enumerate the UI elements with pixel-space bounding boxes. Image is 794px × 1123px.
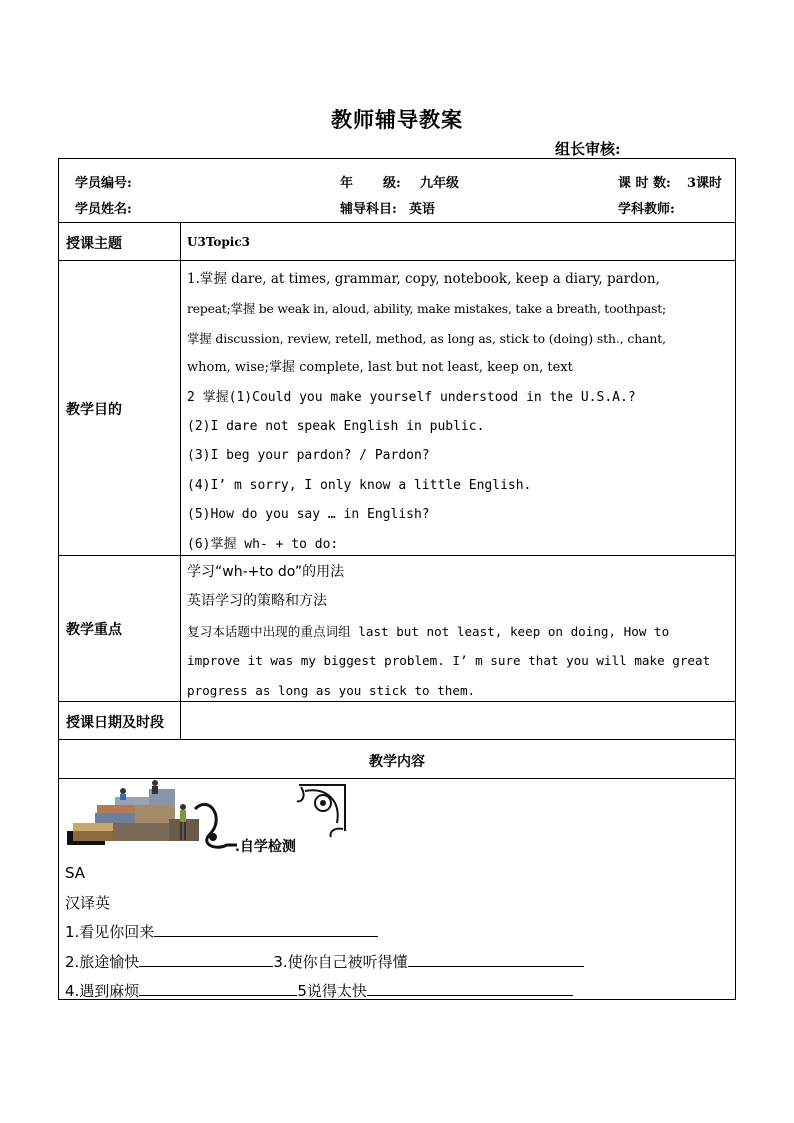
goals-line: (4)I’ m sorry, I only know a little English. bbox=[187, 477, 532, 493]
exercise-prompt: 4.遇到麻烦 bbox=[65, 982, 140, 1000]
subject-value: 英语 bbox=[409, 202, 436, 217]
goals-line: (6)掌握 wh- + to do: bbox=[187, 536, 339, 552]
goals-line: repeat;掌握 be weak in, aloud, ability, make mistakes, take a breath, toothpast; bbox=[187, 301, 666, 317]
goals-line: (2)I dare not speak English in public. bbox=[187, 418, 485, 434]
corner-ornament-icon bbox=[297, 785, 345, 837]
subject-label: 辅导科目: bbox=[340, 202, 397, 217]
book-stack-icon bbox=[71, 789, 199, 841]
exercise-list bbox=[65, 859, 584, 1007]
answer-blank[interactable] bbox=[139, 951, 273, 967]
exercise-item bbox=[65, 977, 584, 1007]
grade-label: 年 bbox=[340, 176, 354, 191]
grade-label-2: 级: bbox=[383, 176, 401, 191]
list-item: SA bbox=[65, 864, 86, 882]
focus-line: improve it was my biggest problem. I’ m sure that you will make great bbox=[187, 653, 711, 669]
focus-line: 英语学习的策略和方法 bbox=[187, 593, 327, 610]
column-divider bbox=[180, 222, 181, 739]
exercise-item bbox=[65, 918, 584, 948]
exercise-item bbox=[65, 948, 584, 978]
focus-content bbox=[187, 558, 729, 705]
row-divider bbox=[59, 222, 735, 223]
exercise-prompt: 1.看见你回来 bbox=[65, 923, 155, 941]
lesson-plan-table bbox=[58, 158, 736, 1000]
goals-line: 2 掌握(1)Could you make yourself understood in the U.S.A.? bbox=[187, 389, 636, 405]
list-item: 汉译英 bbox=[65, 893, 111, 912]
swirl-ornament-icon bbox=[195, 804, 237, 847]
answer-blank[interactable] bbox=[408, 951, 584, 967]
focus-line: 复习本话题中出现的重点词组 last but not least, keep on doing, How to bbox=[187, 623, 670, 639]
student-name-label: 学员姓名: bbox=[75, 202, 132, 217]
goals-line: 1.掌握 dare, at times, grammar, copy, notebook, keep a diary, pardon, bbox=[187, 271, 660, 287]
focus-line: 学习“wh-+to do”的用法 bbox=[187, 564, 345, 580]
focus-label: 教学重点 bbox=[66, 622, 122, 638]
topic-value: U3Topic3 bbox=[187, 235, 250, 249]
row-divider bbox=[59, 260, 735, 261]
exercise-prompt: 2.旅途愉快 bbox=[65, 952, 140, 971]
answer-blank[interactable] bbox=[139, 980, 297, 996]
answer-blank[interactable] bbox=[154, 921, 378, 937]
books-students-illustration bbox=[65, 779, 355, 859]
topic-label: 授课主题 bbox=[66, 236, 122, 252]
answer-blank[interactable] bbox=[367, 980, 573, 996]
goals-content bbox=[187, 265, 729, 559]
goals-line: whom, wise;掌握 complete, last but not least, keep on, text bbox=[187, 360, 573, 376]
grade-value: 九年级 bbox=[420, 176, 460, 191]
reviewer-label: 组长审核: bbox=[555, 140, 621, 158]
document-title: 教师辅导教案 bbox=[331, 107, 463, 132]
goals-line: 掌握 discussion, review, retell, method, as long as, stick to (doing) sth., chant, bbox=[187, 330, 666, 346]
goals-label: 教学目的 bbox=[66, 402, 122, 418]
hours-value: 3课时 bbox=[687, 176, 723, 191]
exercise-prompt: 5说得太快 bbox=[297, 982, 367, 1000]
focus-line: progress as long as you stick to them. bbox=[187, 682, 476, 698]
schedule-label: 授课日期及时段 bbox=[66, 715, 164, 731]
teacher-label: 学科教师: bbox=[618, 202, 675, 217]
row-divider bbox=[59, 739, 735, 740]
content-header: 教学内容 bbox=[369, 754, 425, 770]
section-title: .自学检测 bbox=[235, 839, 296, 855]
hours-label: 课 时 数: bbox=[618, 176, 671, 191]
exercise-prompt: 3.使你自己被听得懂 bbox=[273, 952, 408, 971]
student-no-label: 学员编号: bbox=[75, 176, 132, 191]
goals-line: (5)How do you say … in English? bbox=[187, 507, 430, 523]
goals-line: (3)I beg your pardon? / Pardon? bbox=[187, 448, 430, 464]
